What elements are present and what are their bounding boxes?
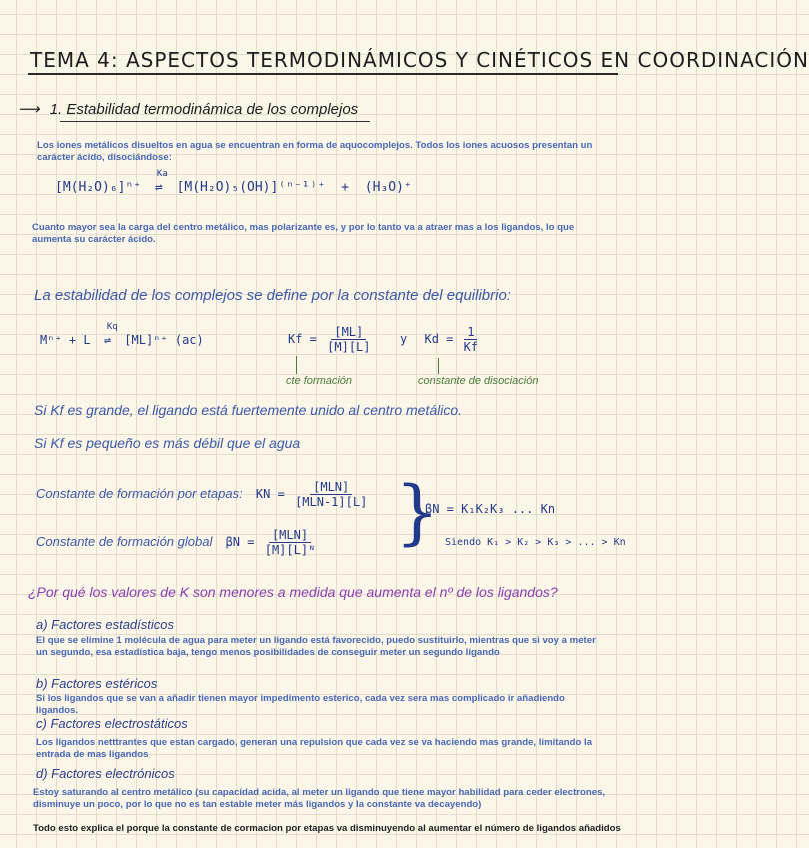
- kd-numerator: 1: [464, 325, 477, 340]
- factor-b-text: Si los ligandos que se van a añadir tienen mayor impedimento esterico, cada vez sera mas complicado ir añadiendo ligandos.: [36, 693, 565, 716]
- global-fraction: [265, 528, 316, 557]
- eq1-plus: +: [341, 180, 349, 195]
- arrow-icon: ⟶: [18, 101, 40, 118]
- stability-statement: La estabilidad de los complejos se define por la constante del equilibrio:: [34, 287, 511, 304]
- kd-denominator: Kf: [463, 340, 479, 354]
- conclusion: Todo esto explica el porque la constante de cormacion por etapas va disminuyendo al aumentar el número de ligandos añadidos: [33, 823, 621, 834]
- kf-denominator: [M][L]: [327, 340, 371, 354]
- kd-label: Kd =: [424, 332, 454, 346]
- stepwise-label: Constante de formación por etapas:: [36, 486, 243, 501]
- question: ¿Por qué los valores de K son menores a medida que aumenta el nº de los ligandos?: [28, 584, 558, 600]
- kd-y: y: [400, 332, 408, 346]
- section-heading-label: 1. Estabilidad termodinámica de los complejos: [49, 101, 359, 118]
- section-heading: [18, 100, 358, 118]
- global-denominator: [M][L]ᴺ: [264, 543, 316, 557]
- cte-arrow-line: [296, 356, 297, 374]
- eq2-k: Kq: [106, 322, 118, 332]
- kf-fraction: [327, 325, 370, 354]
- kf-label: Kf =: [288, 332, 317, 346]
- eq2-reactants: Mⁿ⁺ + L: [40, 333, 91, 347]
- stepwise-constant: [36, 480, 370, 509]
- note-constante-disociacion: constante de disociación: [418, 375, 539, 387]
- siendo-order: Siendo K₁ > K₂ > K₃ > ... > Kn: [445, 537, 626, 548]
- factor-c-title: c) Factores electrostáticos: [36, 716, 188, 731]
- stepwise-k: KN =: [255, 487, 285, 501]
- factor-d-text: Estoy saturando al centro metálico (su capacidad acida, al meter un ligando que tiene mayor habilidad para ceder electrones, disminuye un poco, por lo que no es tan estable meter más ligandos y la constante va decayendo): [33, 787, 606, 810]
- factor-b-title: b) Factores estéricos: [36, 676, 158, 691]
- stepwise-numerator: [MLN]: [310, 480, 352, 495]
- stepwise-denominator: [MLN-1][L]: [295, 495, 368, 509]
- kd-fraction: [464, 325, 478, 354]
- stepwise-fraction: [295, 480, 367, 509]
- eq2-product: [ML]ⁿ⁺ (ac): [124, 333, 204, 347]
- factor-d-title: d) Factores electrónicos: [36, 766, 175, 781]
- right-brace: }: [395, 471, 440, 553]
- page-title: TEMA 4: ASPECTOS TERMODINÁMICOS Y CINÉTICOS EN COORDINACIÓN: [30, 48, 809, 72]
- formation-equation: [40, 322, 204, 347]
- factor-a-title: a) Factores estadísticos: [36, 617, 174, 632]
- intro-paragraph: Los iones metálicos disueltos en agua se encuentran en forma de aquocomplejos. Todos los iones acuosos presentan un carácter ácido, disociándose:: [37, 140, 593, 163]
- global-label: Constante de formación global: [36, 534, 213, 549]
- kf-small-statement: Si Kf es pequeño es más débil que el agua: [34, 435, 301, 451]
- factor-c-text: Los ligandos netttrantes que estan cargado, generan una repulsion que cada vez se va haciendo mas grande, limitando la entrada de mas ligandos: [36, 737, 593, 760]
- kf-large-statement: Si Kf es grande, el ligando está fuertemente unido al centro metálico.: [34, 402, 463, 418]
- polarizing-paragraph: Cuanto mayor sea la carga del centro metálico, mas polarizante es, y por lo tanto va a atraer mas a los ligandos, lo que aumenta su carácter ácido.: [32, 222, 575, 245]
- kd-expression: [400, 325, 481, 354]
- title-underline: [28, 73, 618, 75]
- kf-numerator: [ML]: [331, 325, 366, 340]
- global-numerator: [MLN]: [269, 528, 311, 543]
- kf-expression: [288, 325, 374, 354]
- dis-arrow-line: [438, 358, 439, 374]
- global-constant: [36, 528, 318, 557]
- acid-dissociation-equation: [55, 169, 412, 195]
- global-beta: βN =: [225, 535, 255, 549]
- beta-product: βN = K₁K₂K₃ ... Kn: [425, 502, 556, 516]
- section-underline: [60, 121, 370, 122]
- note-cte-formacion: cte formación: [286, 375, 353, 387]
- eq1-right: [M(H₂O)₅(OH)]⁽ⁿ⁻¹⁾⁺: [176, 180, 326, 195]
- eq1-k: Ka: [156, 169, 168, 179]
- formation-arrow: Kq ⇌: [103, 322, 118, 347]
- eq1-product: (H₃O)⁺: [364, 180, 412, 195]
- equilibrium-arrow: Ka ⇌: [154, 169, 168, 195]
- eq1-left: [M(H₂O)₆]ⁿ⁺: [55, 180, 142, 195]
- factor-a-text: El que se elimine 1 molécula de agua para meter un ligando está favorecido, puedo sustituirlo, mientras que si voy a meter un segundo, esa estadistica baja, tengo menos posibilidades de conseguir meter un segundo ligando: [36, 635, 596, 658]
